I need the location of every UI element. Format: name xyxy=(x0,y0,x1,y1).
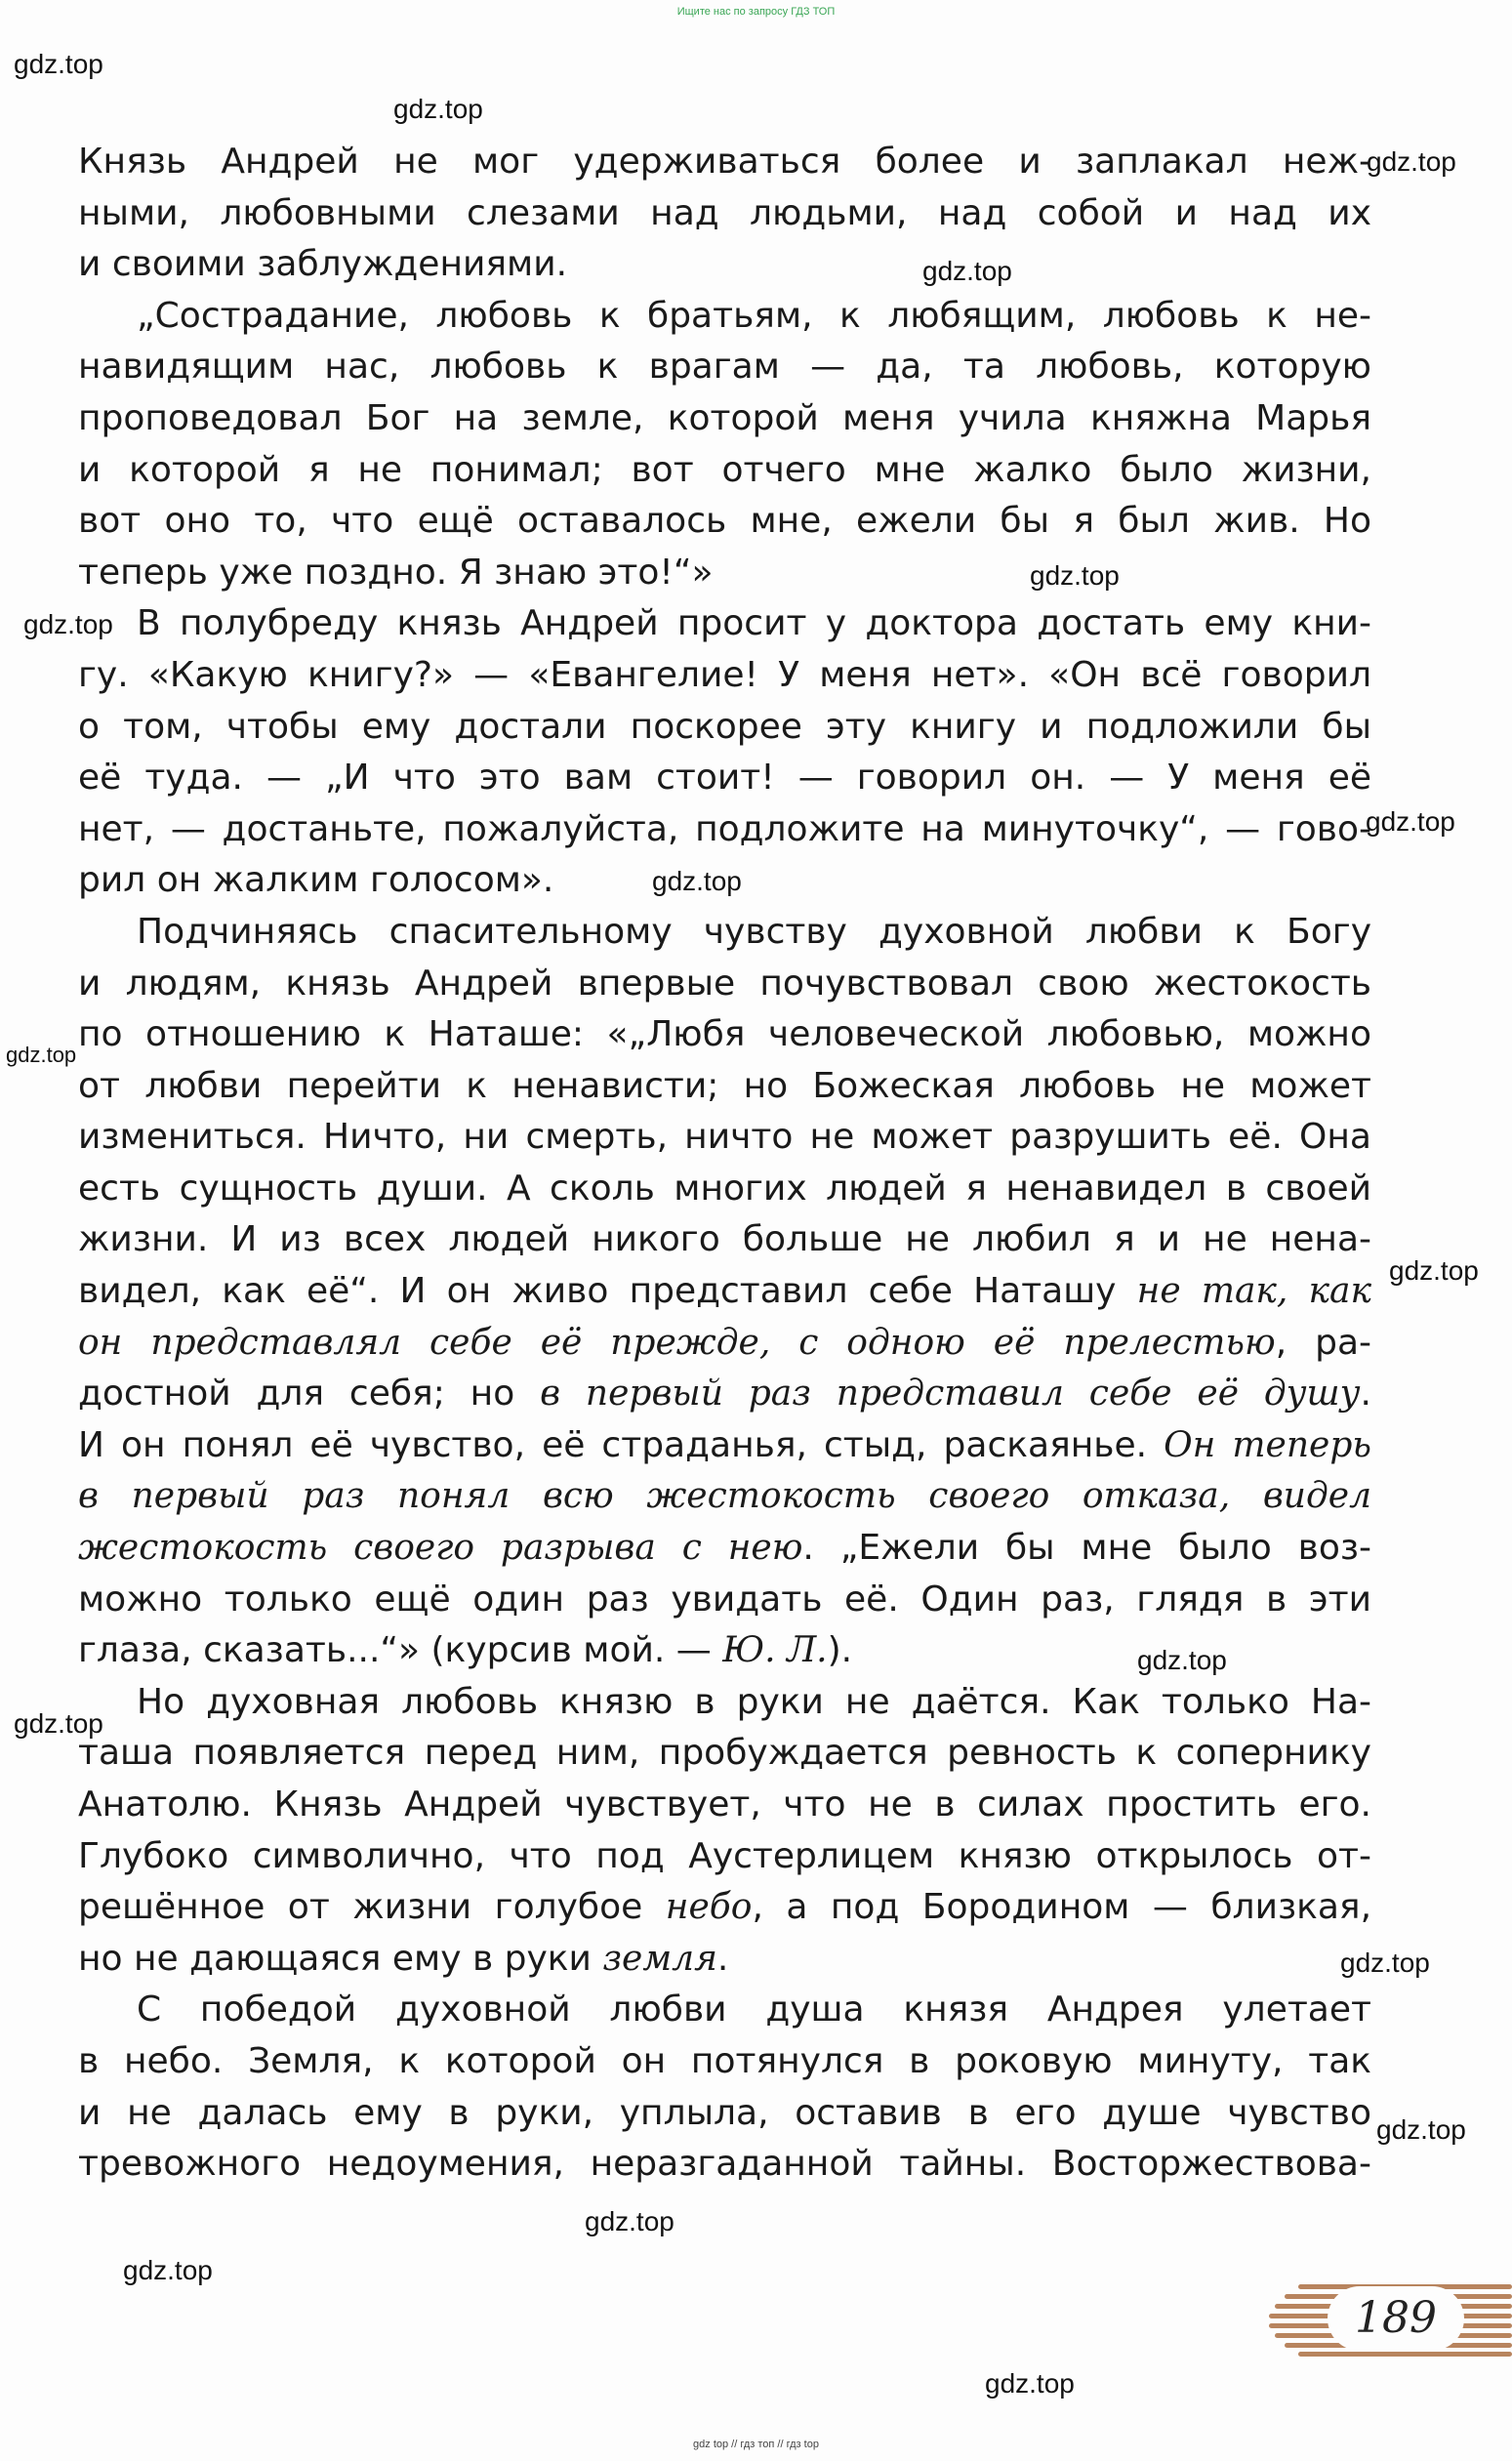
text-run: о том, чтобы ему достали поскорее эту книгу и подложили бы xyxy=(78,706,1371,747)
text-run: ными, любовными слезами над людьми, над собой и над их xyxy=(78,192,1371,233)
text-run: . „Ежели бы мне было воз- xyxy=(802,1528,1371,1569)
page-number-badge xyxy=(1269,2275,1512,2362)
watermark: gdz.top xyxy=(1366,806,1455,837)
text-run: И он понял её чувство, её страданья, стыд, раскаянье. xyxy=(78,1424,1165,1465)
text-run: проповедовал Бог на земле, которой меня учила княжна Марья xyxy=(78,397,1371,438)
text-run: и своими заблуждениями. xyxy=(78,244,568,285)
watermark: gdz.top xyxy=(14,49,103,79)
text-run: Но духовная любовь князю в руки не даётся. Как только На- xyxy=(137,1681,1371,1722)
body-text xyxy=(78,137,1371,2191)
text-run: вот оно то, что ещё оставалось мне, ежели бы я был жив. Но xyxy=(78,501,1371,542)
stripe xyxy=(1298,2352,1512,2357)
text-run: рил он жалким голосом». xyxy=(78,860,554,901)
watermark: gdz.top xyxy=(123,2255,213,2285)
text-run: ). xyxy=(827,1630,853,1671)
text-run: Князь Андрей не мог удерживаться более и заплакал неж- xyxy=(78,142,1371,182)
text-run: нет, — достаньте, пожалуйста, подложите на минуточку“, — гово- xyxy=(78,808,1371,849)
watermark: gdz.top xyxy=(1376,2114,1466,2145)
text-line xyxy=(78,1266,1371,1318)
text-line xyxy=(78,496,1371,548)
text-run: решённое от жизни голубое xyxy=(78,1887,666,1928)
text-run: В полубреду князь Андрей просит у доктора достать ему кни- xyxy=(137,603,1371,644)
watermark: gdz.top xyxy=(1340,1948,1430,1978)
text-line xyxy=(78,702,1371,754)
text-run: Подчиняясь спасительному чувству духовной любви к Богу xyxy=(137,911,1371,952)
text-run: . xyxy=(1360,1374,1371,1415)
text-line xyxy=(78,1575,1371,1626)
text-line xyxy=(78,1214,1371,1266)
text-run: её туда. — „И что это вам стоит! — говорил он. — У меня её xyxy=(78,758,1371,799)
watermark: gdz.top xyxy=(985,2368,1075,2399)
text-line xyxy=(78,804,1371,856)
text-line xyxy=(78,1677,1371,1729)
page-number: 189 xyxy=(1328,2286,1464,2351)
watermark: gdz.top xyxy=(23,609,113,639)
text-line xyxy=(78,445,1371,497)
text-run: теперь уже поздно. Я знаю это!“» xyxy=(78,552,714,593)
watermark: gdz.top xyxy=(1030,560,1120,591)
watermark: gdz.top xyxy=(585,2206,674,2236)
text-run: С победой духовной любви душа князя Андрея улетает xyxy=(137,1989,1371,2030)
italic-run: земля xyxy=(602,1938,717,1979)
text-line xyxy=(78,2036,1371,2088)
watermark: gdz.top xyxy=(14,1708,103,1739)
text-run: жизни. И из всех людей никого больше не любил я и не нена- xyxy=(78,1219,1371,1260)
top-banner: Ищите нас по запросу ГДЗ ТОП xyxy=(676,6,836,18)
text-line xyxy=(78,1882,1371,1934)
text-run: таша появляется перед ним, пробуждается ревность к сопернику xyxy=(78,1733,1371,1774)
text-line xyxy=(78,393,1371,445)
text-line xyxy=(78,1728,1371,1780)
text-line xyxy=(78,548,1371,599)
text-line xyxy=(78,959,1371,1010)
text-run: гу. «Какую книгу?» — «Евангелие! У меня нет». «Он всё говорил xyxy=(78,654,1371,695)
italic-run: он представлял себе её прежде, с одною её прелестью xyxy=(78,1322,1276,1363)
text-line xyxy=(78,137,1371,188)
text-run: измениться. Ничто, ни смерть, ничто не может разрушить её. Она xyxy=(78,1117,1371,1158)
italic-run: не так, как xyxy=(1136,1271,1371,1312)
italic-run: Он теперь xyxy=(1164,1424,1371,1465)
text-run: навидящим нас, любовь к врагам — да, та любовь, которую xyxy=(78,347,1371,388)
text-line xyxy=(78,907,1371,959)
text-line xyxy=(78,753,1371,804)
text-run: . xyxy=(716,1938,729,1979)
text-run: от любви перейти к ненависти; но Божеская любовь не может xyxy=(78,1065,1371,1106)
watermark: gdz.top xyxy=(1389,1255,1479,1286)
text-run: есть сущность души. А сколь многих людей я ненавидел в своей xyxy=(78,1168,1371,1209)
text-line xyxy=(78,1625,1371,1677)
text-line xyxy=(78,188,1371,240)
text-line xyxy=(78,1112,1371,1164)
text-run: и людям, князь Андрей впервые почувствовал свою жестокость xyxy=(78,963,1371,1004)
text-run: „Сострадание, любовь к братьям, к любящим, любовь к не- xyxy=(137,295,1371,336)
text-run: и не далась ему в руки, уплыла, оставив в его душе чувство xyxy=(78,2092,1371,2133)
text-line xyxy=(78,1934,1371,1986)
text-run: Глубоко символично, что под Аустерлицем князю открылось от- xyxy=(78,1835,1371,1876)
text-line xyxy=(78,1318,1371,1370)
text-run: , а под Бородином — близкая, xyxy=(752,1887,1371,1928)
text-run: глаза, сказать...“» (курсив мой. — xyxy=(78,1630,723,1671)
text-run: по отношению к Наташе: «„Любя человеческой любовью, можно xyxy=(78,1014,1371,1055)
text-line xyxy=(78,1164,1371,1215)
text-line xyxy=(78,1985,1371,2036)
text-run: достной для себя; но xyxy=(78,1374,541,1415)
watermark: gdz.top xyxy=(393,94,483,124)
text-run: видел, как её“. И он живо представил себе Наташу xyxy=(78,1271,1137,1312)
watermark: gdz.top xyxy=(922,256,1012,286)
text-line xyxy=(78,291,1371,343)
text-line xyxy=(78,342,1371,393)
text-line xyxy=(78,598,1371,650)
watermark: gdz.top xyxy=(1137,1645,1227,1675)
text-line xyxy=(78,2139,1371,2191)
text-line xyxy=(78,1780,1371,1831)
italic-run: Ю. Л. xyxy=(722,1630,828,1671)
bottom-banner: gdz top // гдз топ // гдз top xyxy=(693,2439,819,2450)
watermark: gdz.top xyxy=(6,1043,77,1067)
text-run: но не дающаяся ему в руки xyxy=(78,1938,603,1979)
text-line xyxy=(78,650,1371,702)
text-line xyxy=(78,1523,1371,1575)
text-line xyxy=(78,855,1371,907)
italic-run: жестокость своего разрыва с нею xyxy=(78,1528,803,1569)
text-line xyxy=(78,2088,1371,2140)
italic-run: в первый раз понял всю жестокость своего отказа, видел xyxy=(78,1476,1371,1517)
text-run: Анатолю. Князь Андрей чувствует, что не в силах простить его. xyxy=(78,1784,1371,1825)
text-run: можно только ещё один раз увидать её. Один раз, глядя в эти xyxy=(78,1579,1371,1620)
text-line xyxy=(78,1061,1371,1113)
text-run: , ра- xyxy=(1275,1322,1371,1363)
text-run: в небо. Земля, к которой он потянулся в роковую минуту, так xyxy=(78,2040,1371,2081)
text-line xyxy=(78,1369,1371,1420)
text-line xyxy=(78,1471,1371,1523)
italic-run: небо xyxy=(665,1887,753,1928)
text-line xyxy=(78,1420,1371,1472)
text-line xyxy=(78,1009,1371,1061)
text-run: и которой я не понимал; вот отчего мне жалко было жизни, xyxy=(78,449,1371,490)
text-line xyxy=(78,239,1371,291)
watermark: gdz.top xyxy=(652,866,742,896)
italic-run: в первый раз представил себе её душу xyxy=(540,1374,1361,1415)
text-run: тревожного недоумения, неразгаданной тайны. Восторжествова- xyxy=(78,2144,1371,2185)
text-line xyxy=(78,1831,1371,1883)
watermark: gdz.top xyxy=(1367,146,1456,177)
